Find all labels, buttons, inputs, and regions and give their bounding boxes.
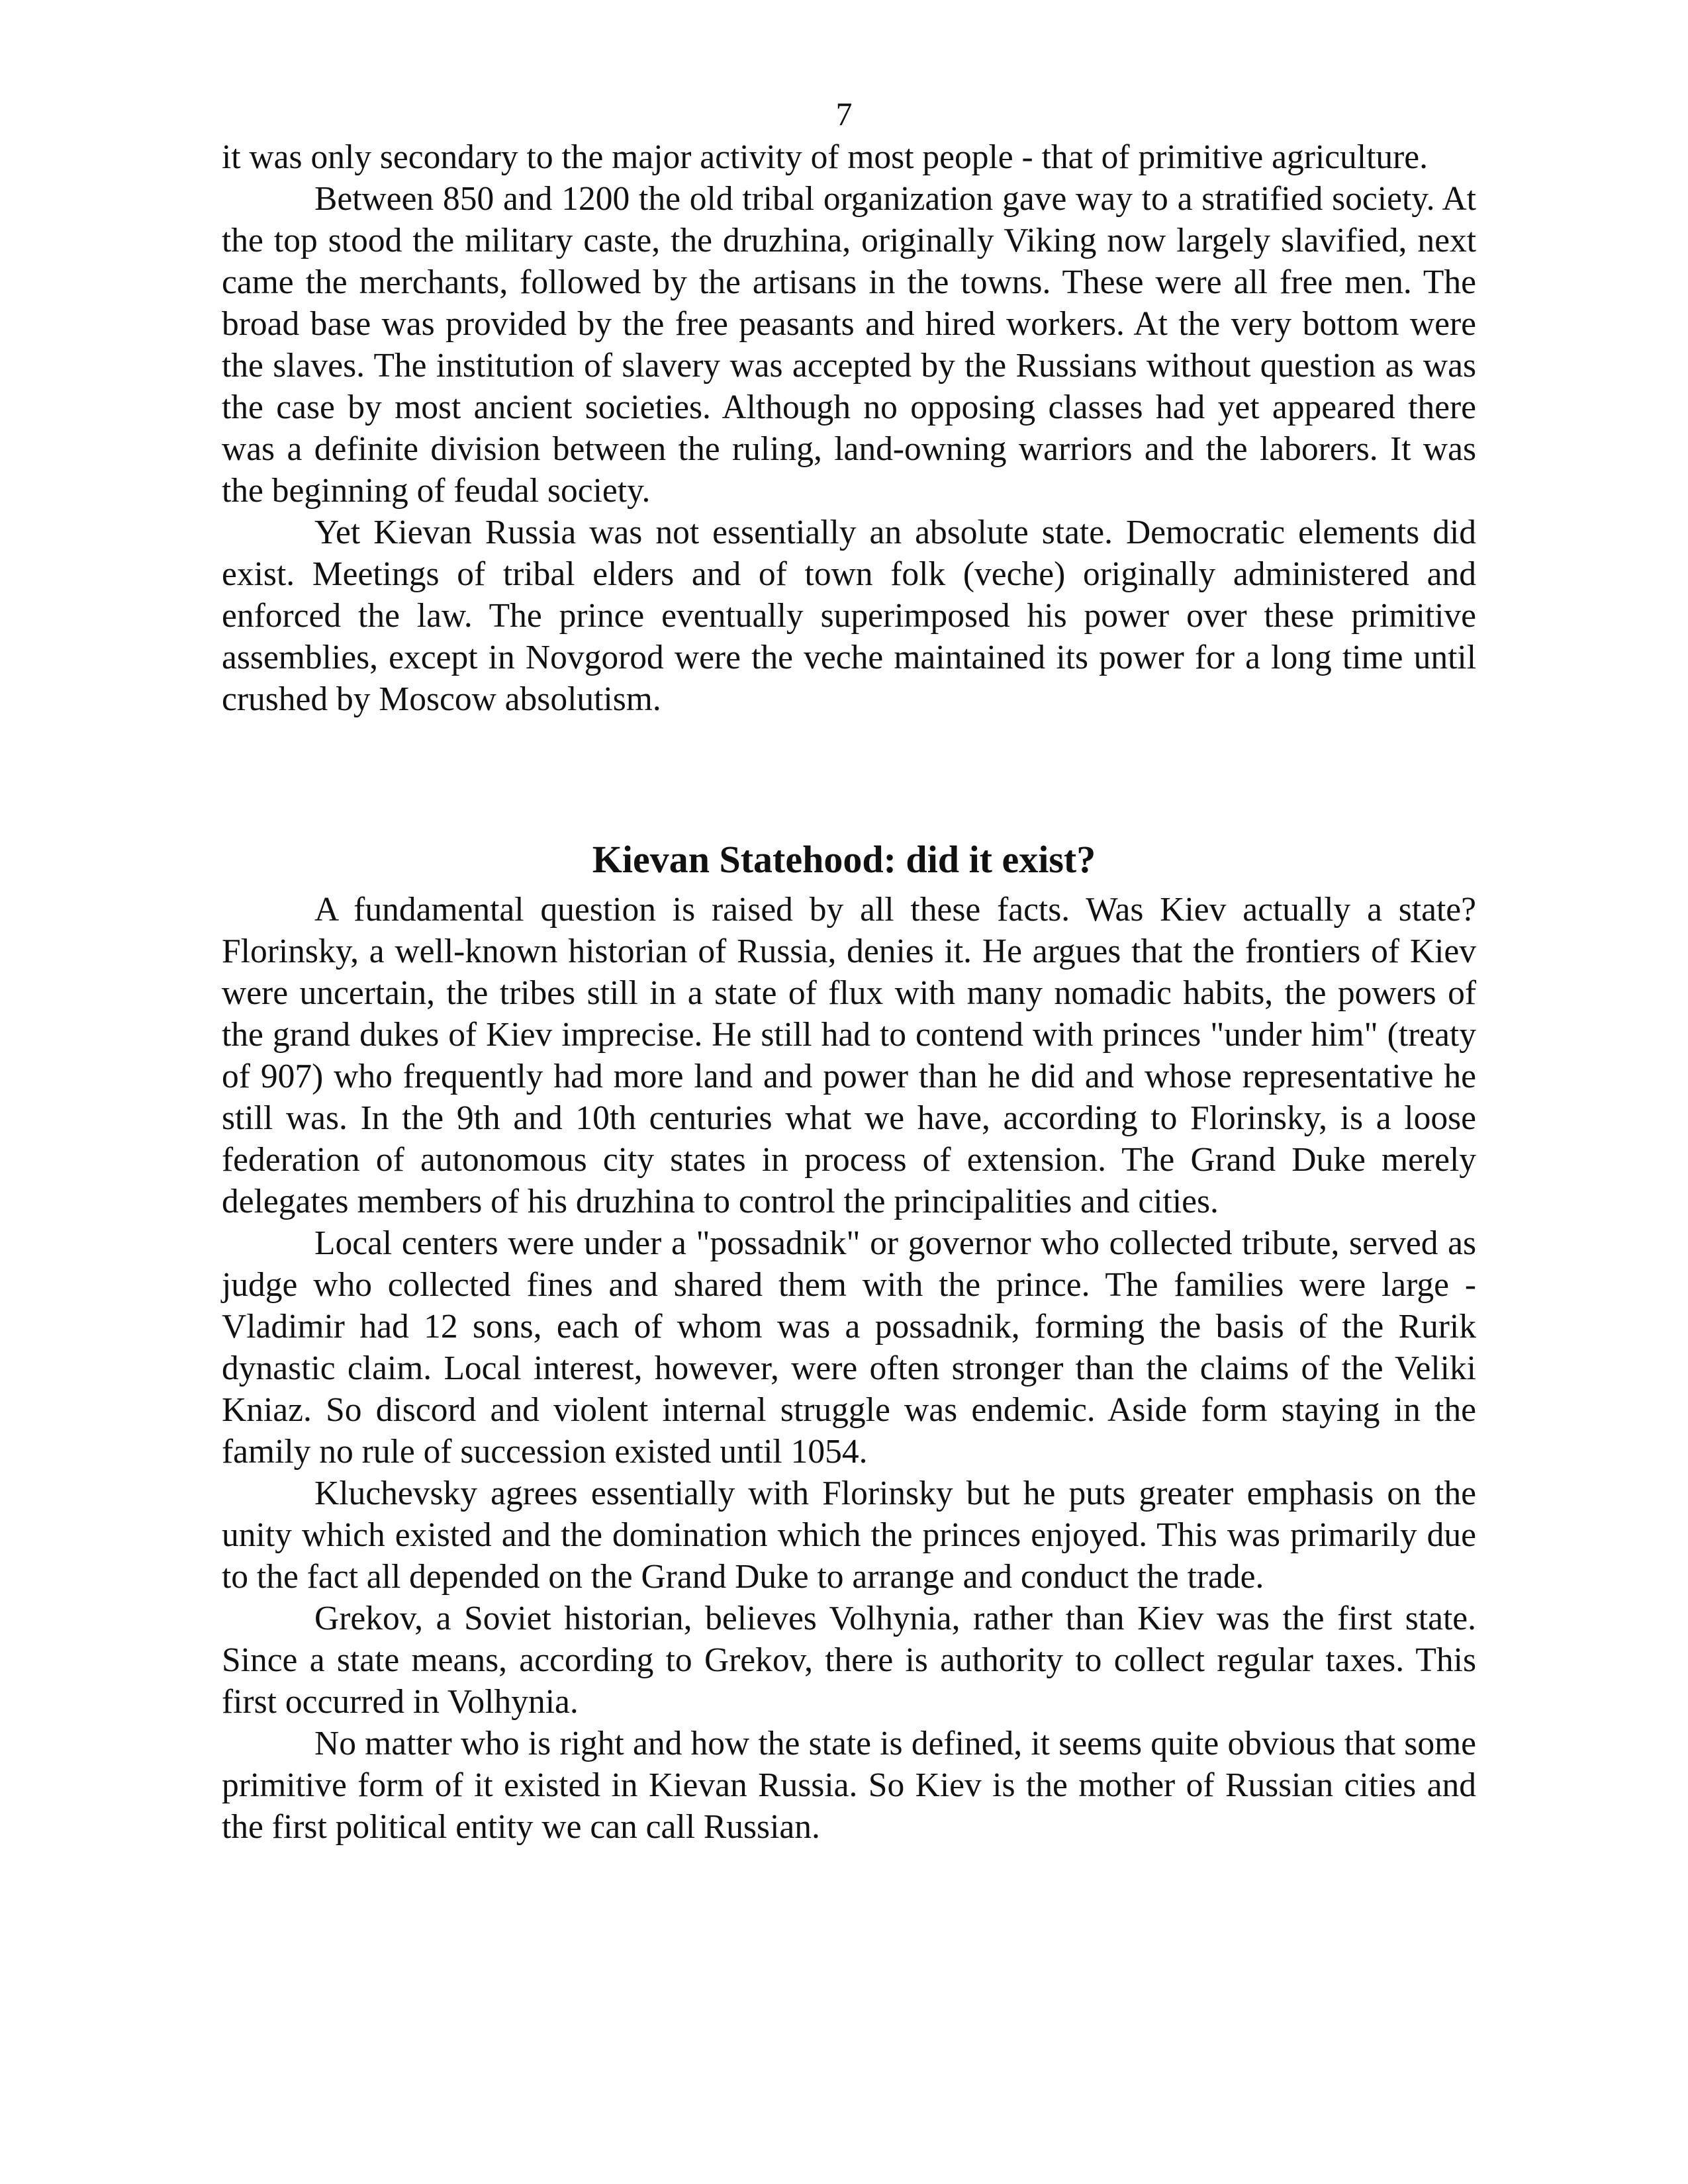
- paragraph: Between 850 and 1200 the old tribal organization gave way to a stratified society. At the top stood the military caste, the druzhina, originally Viking now largely slavified, next came the merchants, followed by the artisans in the towns. These were all free men. The broad base was provided by the free peasants and hired workers. At the very bottom were the slaves. The institution of slavery was accepted by the Russians without question as was the case by most ancient societies. Although no opposing classes had yet appeared there was a definite division between the ruling, land-owning warriors and the laborers. It was the beginning of feudal society.: [222, 180, 1476, 510]
- section-heading: Kievan Statehood: did it exist?: [592, 838, 1096, 882]
- paragraph: Kluchevsky agrees essentially with Florinsky but he puts greater emphasis on the unity which existed and the domination which the princes enjoyed. This was primarily due to the fact all depended on the Grand Duke to arrange and conduct the trade.: [222, 1475, 1476, 1596]
- paragraph: A fundamental question is raised by all these facts. Was Kiev actually a state? Florinsky, a well-known historian of Russia, denies it. He argues that the frontiers of Kiev were uncertain, the tribes still in a state of flux with many nomadic habits, the powers of the grand dukes of Kiev imprecise. He still had to contend with princes "under him" (treaty of 907) who frequently had more land and power than he did and whose representative he still was. In the 9th and 10th centuries what we have, according to Florinsky, is a loose federation of autonomous city states in process of extension. The Grand Duke merely delegates members of his druzhina to control the principalities and cities.: [222, 891, 1476, 1220]
- paragraph: it was only secondary to the major activity of most people - that of primitive agriculture.: [222, 138, 1429, 176]
- page-number: 7: [835, 95, 853, 132]
- top-text-block: [222, 136, 1476, 720]
- paragraph: Yet Kievan Russia was not essentially an absolute state. Democratic elements did exist. Meetings of tribal elders and of town folk (veche) originally administered and enforced the law. The prince eventually superimposed his power over these primitive assemblies, except in Novgorod were the veche maintained its power for a long time until crushed by Moscow absolutism.: [222, 514, 1476, 718]
- paragraph: No matter who is right and how the state is defined, it seems quite obvious that some primitive form of it existed in Kievan Russia. So Kiev is the mother of Russian cities and the first political entity we can call Russian.: [222, 1725, 1476, 1846]
- paragraph: Grekov, a Soviet historian, believes Volhynia, rather than Kiev was the first state. Since a state means, according to Grekov, there is authority to collect regular taxes. This first occurred in Volhynia.: [222, 1600, 1476, 1721]
- paragraph: Local centers were under a "possadnik" or governor who collected tribute, served as judge who collected fines and shared them with the prince. The families were large - Vladimir had 12 sons, each of whom was a possadnik, forming the basis of the Rurik dynastic claim. Local interest, however, were often stronger than the claims of the Veliki Kniaz. So discord and violent internal struggle was endemic. Aside form staying in the family no rule of succession existed until 1054.: [222, 1224, 1476, 1471]
- section-text-block: [222, 889, 1476, 1848]
